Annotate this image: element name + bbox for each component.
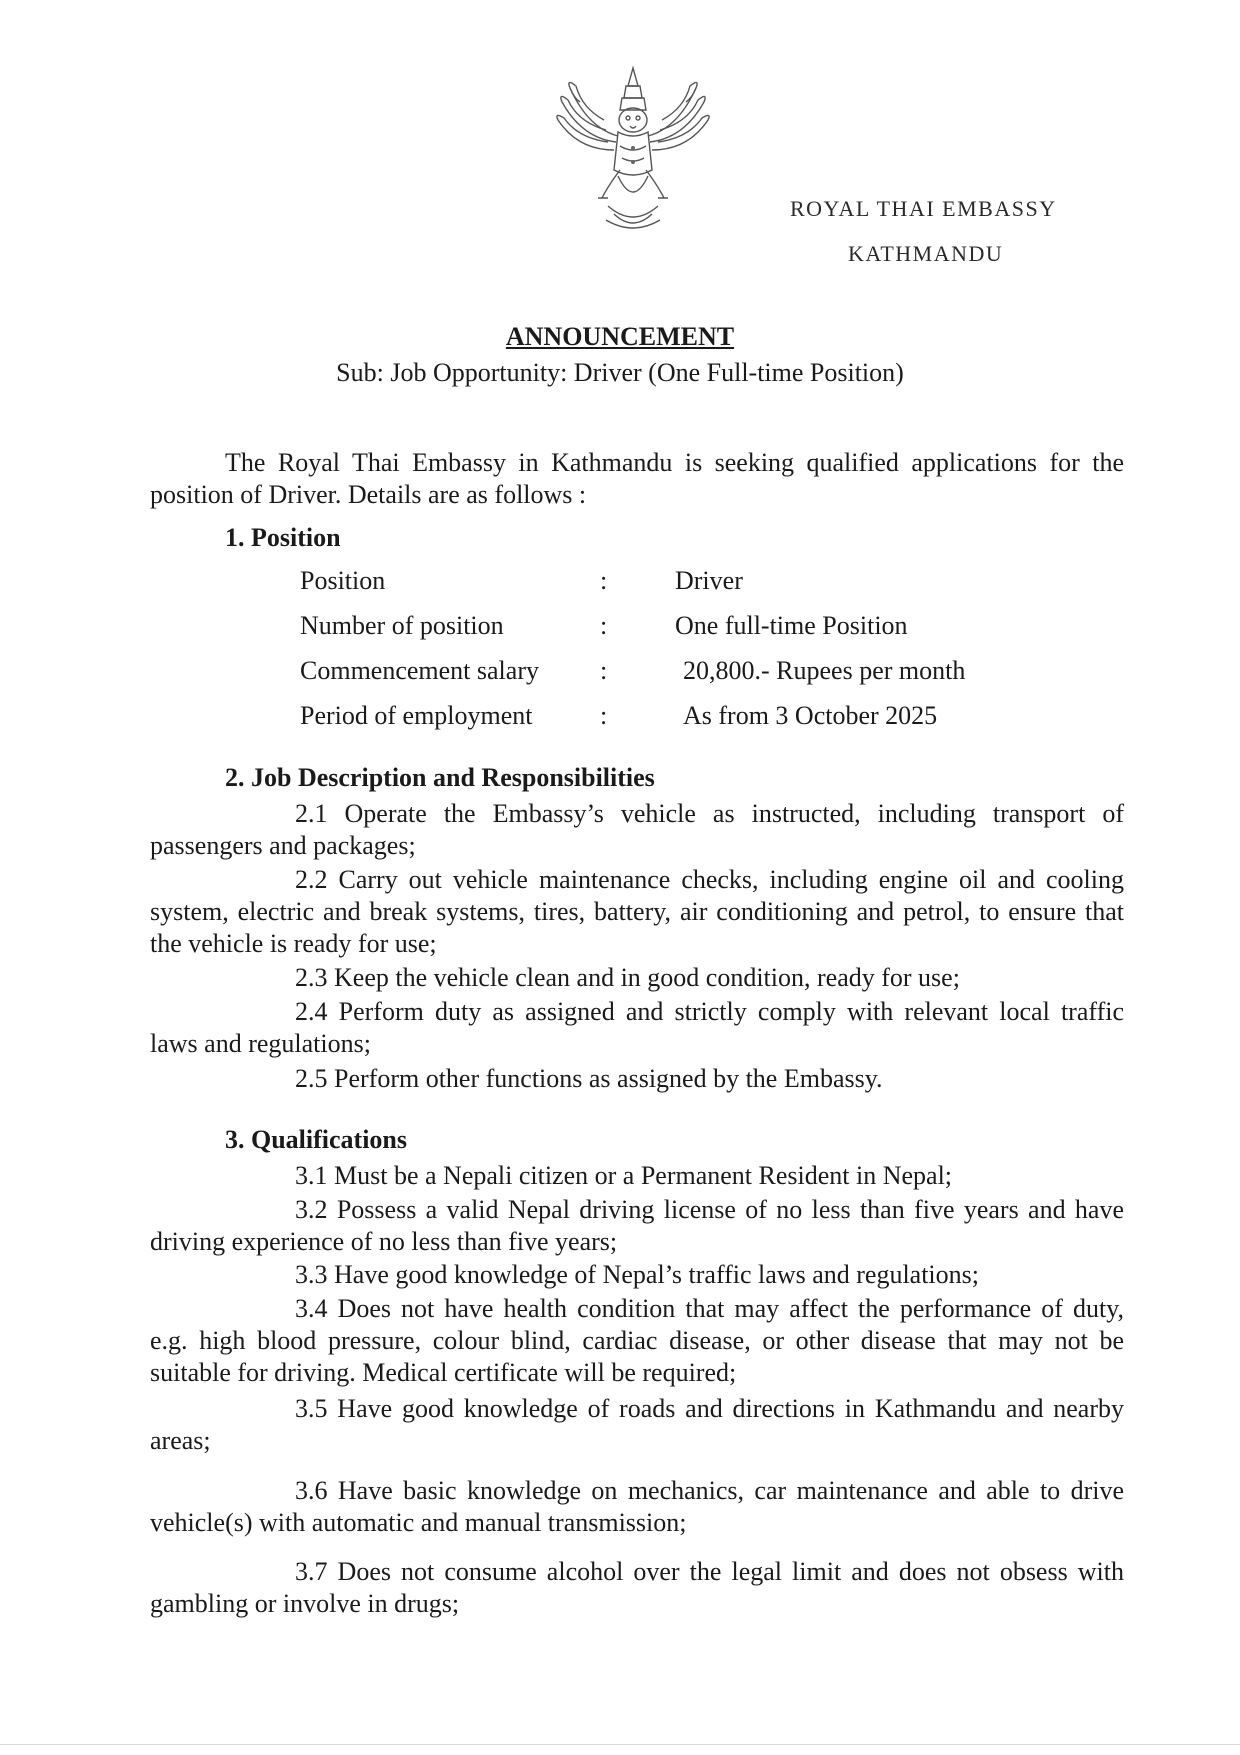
position-value: Driver: [675, 566, 743, 595]
announcement-title: ANNOUNCEMENT: [505, 322, 735, 351]
item-2-3: 2.3 Keep the vehicle clean and in good condition, ready for use;: [295, 963, 960, 992]
garuda-emblem-icon: [548, 58, 718, 236]
row-colon: :: [600, 611, 608, 640]
commencement-salary-label: Commencement salary: [300, 656, 539, 685]
item-2-4: 2.4 Perform duty as assigned and strictly comply with relevant local traffic laws and regulations;: [150, 997, 1124, 1058]
section-3-heading: 3. Qualifications: [225, 1125, 408, 1154]
item-3-7: 3.7 Does not consume alcohol over the legal limit and does not obsess with gambling or involve in drugs;: [150, 1557, 1124, 1618]
row-colon: :: [600, 701, 608, 730]
item-3-6: 3.6 Have basic knowledge on mechanics, car maintenance and able to drive vehicle(s) with automatic and manual transmission;: [150, 1476, 1124, 1537]
number-of-position-label: Number of position: [300, 611, 504, 640]
item-3-5: 3.5 Have good knowledge of roads and directions in Kathmandu and nearby areas;: [150, 1394, 1124, 1455]
item-2-2: 2.2 Carry out vehicle maintenance checks, including engine oil and cooling system, electric and break systems, tires, battery, air conditioning and petrol, to ensure that the vehicle is ready for use;: [150, 865, 1124, 958]
period-of-employment-label: Period of employment: [300, 701, 533, 730]
embassy-city: KATHMANDU: [848, 241, 1004, 266]
item-3-2: 3.2 Possess a valid Nepal driving license of no less than five years and have driving experience of no less than five years;: [150, 1195, 1124, 1256]
section-1-heading: 1. Position: [225, 523, 341, 552]
position-label: Position: [300, 566, 386, 595]
item-3-3: 3.3 Have good knowledge of Nepal’s traffic laws and regulations;: [295, 1260, 979, 1289]
section-2-heading: 2. Job Description and Responsibilities: [225, 763, 655, 792]
row-colon: :: [600, 656, 608, 685]
item-2-1: 2.1 Operate the Embassy’s vehicle as instructed, including transport of passengers and packages;: [150, 799, 1124, 860]
row-colon: :: [600, 566, 608, 595]
embassy-name: ROYAL THAI EMBASSY: [790, 196, 1057, 221]
commencement-salary-value: 20,800.- Rupees per month: [683, 656, 966, 685]
intro-paragraph: The Royal Thai Embassy in Kathmandu is seeking qualified applications for the position of Driver. Details are as follows :: [150, 448, 1124, 509]
item-2-5: 2.5 Perform other functions as assigned by the Embassy.: [295, 1064, 883, 1093]
announcement-subject: Sub: Job Opportunity: Driver (One Full-time Position): [336, 358, 904, 387]
number-of-position-value: One full-time Position: [675, 611, 908, 640]
period-of-employment-value: As from 3 October 2025: [683, 701, 938, 730]
page-bottom-divider: [0, 1744, 1240, 1745]
item-3-1: 3.1 Must be a Nepali citizen or a Permanent Resident in Nepal;: [295, 1161, 953, 1190]
item-3-4: 3.4 Does not have health condition that may affect the performance of duty, e.g. high blood pressure, colour blind, cardiac disease, or other disease that may not be suitable for driving. Medical certificate will be required;: [150, 1294, 1124, 1387]
